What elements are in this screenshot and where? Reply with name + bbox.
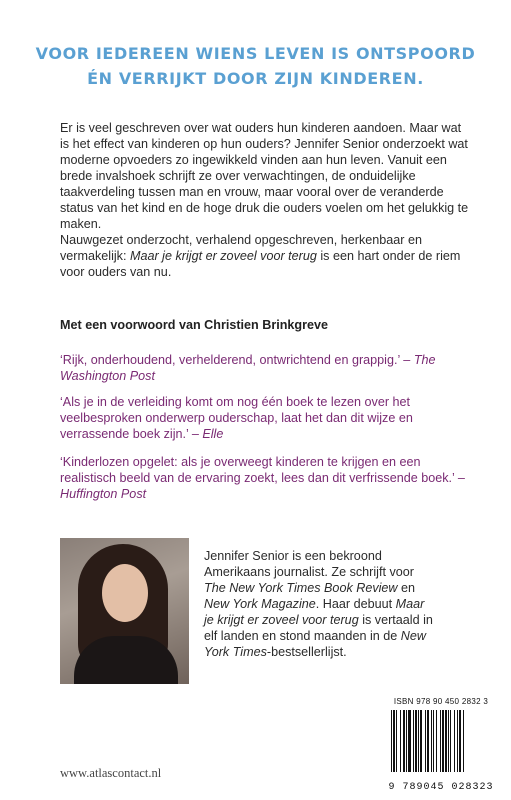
bio-text-1: Jennifer Senior is een bekroond Amerikaans journalist. Ze schrijft voor [204,549,414,579]
bio-text-4: is vertaald in elf landen en stond maanden in de [204,613,433,643]
bio-book-title: Maar je krijgt er zoveel voor terug [204,597,425,627]
foreword-credit: Met een voorwoord van Christien Brinkgreve [60,318,329,332]
bio-publication-2: New York Magazine [204,597,316,611]
quote-2-text: ‘Als je in de verleiding komt om nog één boek te lezen over het veelbesproken onderwerp ouderschap, laat het dan dit wijze en verrassende boek zijn.’ [60,395,413,441]
blurb-paragraph-1: Er is veel geschreven over wat ouders hun kinderen aandoen. Maar wat is het effect van kinderen op hun ouders? Jennifer Senior onderzoekt wat moderne opvoeders zo ingewikkeld vinden aan hun leven. Vanuit een brede invalshoek schrijft ze over verwachtingen, de onduidelijke taakverdeling tussen man en vrouw, maar vooral over de veranderde status van het kind en de hoge druk die ouders voelen om het gelukkig te maken. [60,121,469,231]
barcode-bars [385,706,497,776]
blurb-paragraph-2 [60,232,472,280]
quote-1-source: The Washington Post [60,353,436,383]
tagline-line-1: VOOR IEDEREEN WIENS LEVEN IS ONTSPOORD [35,44,476,63]
quote-3-source: Huffington Post [60,487,147,501]
quote-2-source: Elle [202,427,224,441]
quote-3 [60,454,480,502]
quote-1-text: ‘Rijk, onderhoudend, verhelderend, ontwrichtend en grappig.’ [60,353,400,367]
tagline-line-2: ÉN VERRIJKT DOOR ZIJN KINDEREN. [87,69,424,88]
quote-3-text: ‘Kinderlozen opgelet: als je overweegt kinderen te krijgen en een realistisch beeld van de ervaring zoekt, lees dan dit verfrissende boek.’ [60,455,455,485]
bio-text-3: . Haar debuut [315,597,396,611]
bio-text-2: en [397,581,416,595]
bio-text-5: -bestsellerlijst. [266,645,347,659]
isbn-label: ISBN 978 90 450 2832 3 [393,697,489,706]
quote-1 [60,352,480,384]
book-title: Maar je krijgt er zoveel voor terug [129,249,317,263]
blurb [60,120,472,280]
quote-1-dash: – [399,353,414,367]
bio-publication-3: New York Times [204,629,426,659]
blurb-p2-end: is een hart onder de riem voor ouders van nu. [60,249,461,279]
author-photo [60,538,189,684]
tagline [20,41,491,91]
barcode-block [385,697,497,793]
publisher-website: www.atlascontact.nl [60,766,162,780]
quote-2-dash: – [188,427,203,441]
blurb-p2-start: Nauwgezet onderzocht, verhalend opgeschreven, herkenbaar en vermakelijk: [60,233,422,263]
quote-3-dash: – [454,471,465,485]
author-bio [204,548,434,660]
bio-publication-1: The New York Times Book Review [204,581,398,595]
quote-2 [60,394,480,442]
barcode-number: 9 789045 028323 [388,782,494,793]
